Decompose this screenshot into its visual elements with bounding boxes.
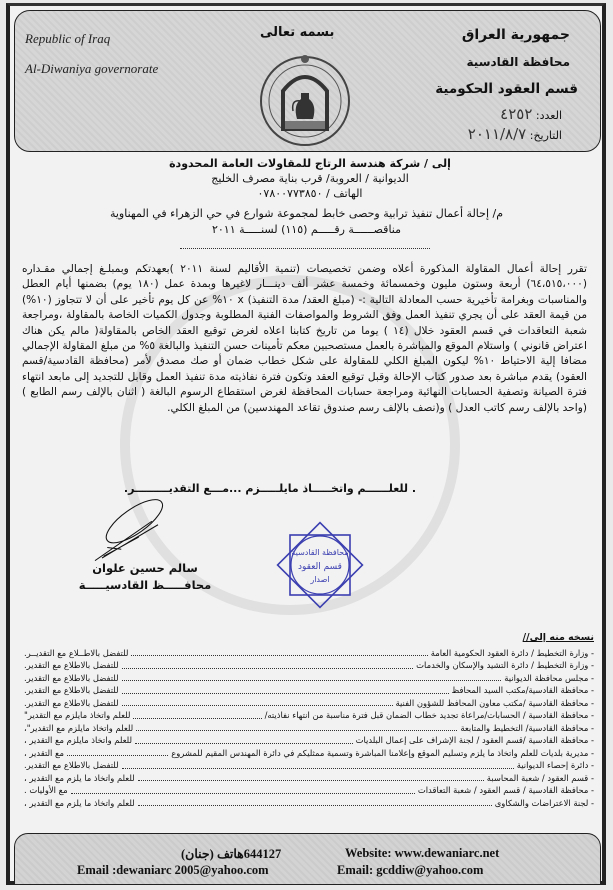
en-governorate: Al-Diwaniya governorate	[25, 61, 159, 76]
leader-dots	[136, 730, 457, 731]
recipient-address: الديوانية / العروبة/ قرب بناية مصرف الخليج	[211, 172, 409, 185]
copy-recipient-row	[24, 747, 594, 760]
copy-action: للعلم واتخاذ ما يلزم مع التقدير ،	[24, 772, 135, 783]
copy-destination: - قسم العقود / شعبة المحاسبة	[486, 772, 594, 783]
copy-destination: - دائرة إحصاء الديوانية	[516, 760, 594, 770]
copy-recipient-row	[24, 759, 594, 772]
copy-action: للتفضل بالاطلاع مع التقدير.	[24, 685, 119, 695]
ar-department: قسم العقود الحكومية	[435, 81, 578, 97]
copies-rows	[24, 647, 594, 810]
leader-dots	[122, 668, 414, 669]
signatory-title: محافـــــظ القادسيـــــة	[78, 578, 212, 592]
ar-country: جمهورية العراق	[461, 27, 570, 43]
footer-website: Website: www.dewaniarc.net	[345, 846, 500, 860]
leader-dots	[135, 743, 353, 744]
copy-destination: - مجلس محافظة الديوانية	[504, 672, 594, 683]
copy-action: للعلم واتخاذ ما يلزم مع التقدير ،	[24, 797, 135, 808]
number-value: ٤٢٥٢	[500, 105, 533, 123]
tender-number: مناقصــــــة رقـــــم (١١٥) لسنـــــة ٢٠١١	[211, 223, 402, 236]
leader-dots	[138, 780, 484, 781]
copy-destination: - محافظة القادسية / قسم العقود / شعبة التعاقدات	[417, 785, 594, 795]
footer-row-2	[15, 863, 600, 880]
copy-action: للتفضل بالاطــلاع مع التقديــر.	[24, 647, 129, 658]
footer-email-1: Email :dewaniarc 2005@yahoo.com	[77, 863, 269, 877]
ar-governorate: محافظة القادسية	[466, 55, 570, 69]
letter-number	[500, 105, 562, 123]
recipient-phone: الهاتف / ٠٧٨٠٠٧٧٣٨٥٠	[257, 187, 363, 200]
leader-dots	[133, 718, 261, 719]
recipient-name: إلى / شركة هندسة الرتاج للمقاولات العامة المحدودة	[169, 157, 451, 170]
copy-recipient-row	[24, 659, 594, 672]
copy-destination: - محافظة القادسية / الحسابات/مراعاة تجديد خطاب الضمان قبل فترة مناسبة من انتهاء نفاذيته/	[264, 710, 594, 720]
copy-destination: - مديرية بلديات للعلم واتخاذ ما يلزم وتسليم الموقع وإعلامنا المباشرة وتسمية ممثليكم في دائرة المهندس المقيم للمشروع	[171, 747, 594, 758]
signatory-name: سالم حسين علوان	[92, 561, 198, 575]
contracts-department-stamp-icon	[270, 515, 370, 615]
date-value: ٢٠١١/٨/٧	[467, 125, 527, 143]
basmala: بسمه تعالى	[260, 25, 335, 40]
copy-recipient-row	[24, 772, 594, 785]
leader-dots	[122, 680, 502, 681]
leader-dots	[122, 693, 449, 694]
body-paragraph: تقرر إحالة أعمال المقاولة المذكورة أعلاه وضمن تخصيصات (تنمية الأقاليم لسنة ٢٠١١ )بعهدتكم وبمبلـغ إجمالي مقـداره (٦٤،٥١٥،٠٠٠) أربعة وستون مليون وخمسمائة وخمسة عشر ألف دينـــار لاغيرها وبمدة عمل (١٨٠ يوم) بضمنها أيام العطل والمناسبات وبغرامة تأخيرية حسب المعادلة التالية :- (مبلغ العقد/ مدة التنفيذ) x ١٠% عن كل يوم تأخير على أن لا تتجاوز (١٠%) من قيمة العقد على أن يجري تنفيذ العمل وفق الشروط والمواصفات الفنية المطلوبة وجدول الكميات الخاصة بالمقاولة ،ومراجعة شعبة التعاقدات في قسم العقود خلال (١٤ ) يوما من تاريخ كتابنا اعلاه لغرض توقيع العقد الخاص بالمقاولة( مالم يكن هناك اعتراض قانوني ) واستلام الموقع والمباشرة بالعمل مستصحبين معكم تأمينات حسن التنفيذ والبالغة ٥% من مبلغ المقاولة الإجمالي مضافا إلية الاحتياط ١٠% ليكون المبلغ الكلي للمقاولة على شكل خطاب ضمان أو صك مصدق لأمر (محافظة القادسية/قسم العقود) يقدم مباشرة بعد صدور كتاب الإحالة وقبل توقيع العقد وتكون فترة نفاذيته مدة تنفيذ العمل وقابل للتجديد إلى مابعد انتهاء فترة الصيانة وتصفية الحسابات النهائية ومراجعة حسابات المحافظة لغرض استقطاع الرسوم البالغة ( اثنان بالإلف رسم الطابع ) (واحد بالإلف رسم كاتب العدل ) و(نصف بالإلف رسم صندوق تقاعد المهندسين) من المبلغ الكلي.	[22, 263, 588, 414]
stamp-line-2: قسم العقود	[298, 562, 342, 572]
copy-action: للتفضل بالاطلاع مع التقدير.	[24, 760, 119, 770]
en-country: Republic of Iraq	[25, 31, 111, 46]
subject-block	[20, 206, 593, 238]
copies-list	[24, 632, 594, 809]
subject-divider	[180, 248, 430, 249]
copy-recipient-row	[24, 697, 594, 710]
copy-destination: - وزارة التخطيط / دائرة التشيد والإسكان والخدمات	[416, 660, 594, 670]
copy-recipient-row	[24, 797, 594, 810]
copy-action: للتفضل بالاطلاع مع التقدير.	[24, 660, 119, 670]
letter-footer	[14, 833, 601, 885]
footer-row-1	[15, 846, 600, 863]
copy-action: للعلم واتخاذ مايلزم مع التقدير"	[24, 710, 131, 720]
stamp-line-3: اصدار	[310, 575, 330, 584]
letter-date	[468, 125, 562, 143]
copy-destination: - محافظة القادسية/مكتب السيد المحافظ	[451, 685, 594, 695]
copy-destination: - محافظة القادسية /قسم العقود / لجنة الإشراف على إعمال البلديات	[355, 735, 594, 745]
leader-dots	[122, 768, 514, 769]
closing-line: . للعلــــــم واتخـــــاذ مايلـــــزم ...مـــع التقديـــــــــر.	[123, 482, 417, 495]
number-label: العدد:	[535, 109, 562, 122]
letter-body	[22, 262, 587, 416]
copy-action: للتفضل بالاطلاع مع التقدير.	[24, 697, 119, 708]
signatory-block	[70, 560, 220, 594]
subject-line: م/ إحالة أعمال تنفيذ ترابية وحصى خابط لمجموعة شوارع في حي الزهراء في المهناوية	[109, 207, 504, 220]
copy-destination: - محافظة القادسية /مكتب معاون المحافظ للشؤون الفنية	[395, 697, 594, 708]
date-label: التاريخ:	[529, 129, 562, 142]
leader-dots	[67, 755, 168, 756]
copy-action: للعلم واتخاذ مايلزم مع التقدير ،	[24, 735, 132, 745]
copy-recipient-row	[24, 784, 594, 797]
footer-email-2: Email: gcddiw@yahoo.com	[337, 863, 484, 877]
copy-recipient-row	[24, 684, 594, 697]
footer-phone: 644127هاتف (جنان)	[181, 847, 282, 861]
copy-destination: - محافظة القادسية/ التخطيط والمتابعة	[460, 722, 594, 733]
copy-recipient-row	[24, 734, 594, 747]
handwritten-signature-icon	[80, 495, 180, 565]
copy-action: مع التقدير ،	[24, 747, 64, 758]
recipient-block	[140, 156, 480, 201]
governorate-emblem-icon	[255, 49, 355, 149]
copy-recipient-row	[24, 647, 594, 660]
leader-dots	[138, 805, 492, 806]
copy-recipient-row	[24, 672, 594, 685]
copy-destination: - لجنة الاعتراضات والشكاوى	[494, 797, 594, 808]
stamp-line-1: محافظة القادسية	[291, 548, 349, 557]
copy-destination: - وزارة التخطيط / دائرة العقود الحكومية العامة	[430, 647, 594, 658]
copy-recipient-row	[24, 722, 594, 735]
copy-action: للتفضل بالاطلاع مع التقدير.	[24, 672, 119, 683]
copy-action: مع الأوليات .	[24, 785, 68, 795]
copy-action: للعلم واتخاذ مايلزم مع التقدير"،	[24, 722, 134, 733]
copy-recipient-row	[24, 709, 594, 722]
copies-title: نسخه منه إلى//	[522, 632, 594, 643]
letterhead	[14, 10, 601, 152]
leader-dots	[71, 793, 415, 794]
leader-dots	[122, 705, 393, 706]
leader-dots	[131, 655, 427, 656]
